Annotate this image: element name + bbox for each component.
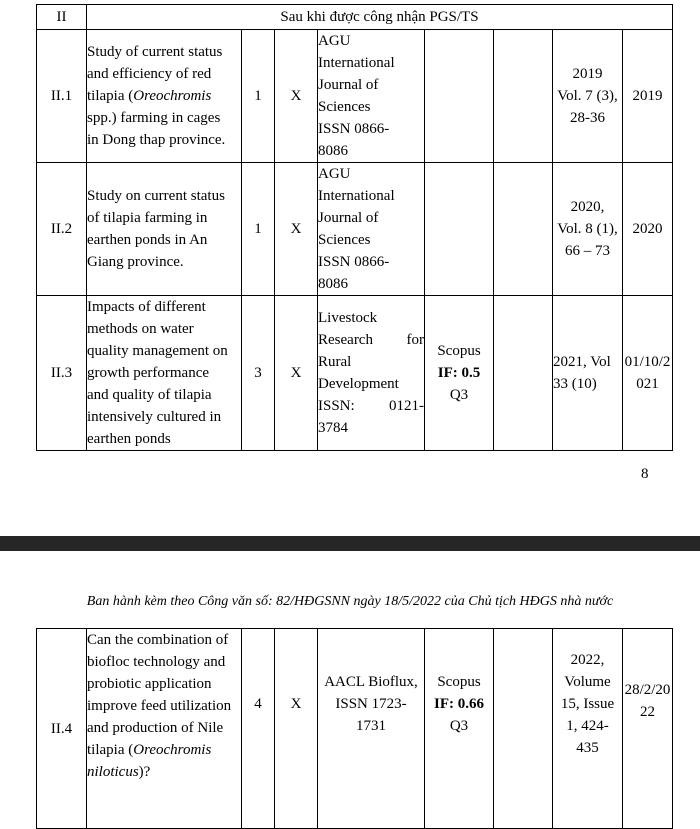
volume-pages: 2020, Vol. 8 (1), 66 – 73	[553, 163, 623, 296]
table-row	[37, 163, 673, 296]
section-title: Sau khi được công nhận PGS/TS	[87, 5, 673, 30]
volume-pages: 2019 Vol. 7 (3), 28-36	[553, 30, 623, 163]
publication-table-page1	[36, 4, 673, 451]
document-header-note: Ban hành kèm theo Công văn số: 82/HĐGSNN ngày 18/5/2022 của Chủ tịch HĐGS nhà nước	[86, 594, 614, 609]
table-row	[37, 629, 673, 829]
journal-name: AGU International Journal of Sciences ISSN 0866- 8086	[318, 30, 425, 163]
page-number: 8	[641, 466, 649, 482]
article-title: Study of current status and efficiency of red tilapia (Oreochromis spp.) farming in cages in Dong thap province.	[87, 30, 242, 163]
index-info	[425, 30, 494, 163]
citations	[494, 629, 553, 829]
main-author-mark: X	[275, 296, 318, 451]
main-author-mark: X	[275, 30, 318, 163]
page-separator	[0, 536, 700, 551]
table-row	[37, 296, 673, 451]
citations	[494, 30, 553, 163]
index-info	[425, 163, 494, 296]
article-title: Impacts of different methods on water quality management on growth performance and quality of tilapia intensively cultured in earthen ponds	[87, 296, 242, 451]
main-author-mark: X	[275, 629, 318, 829]
row-number: II.1	[37, 30, 87, 163]
article-title: Can the combination of biofloc technology and probiotic application improve feed utilization and production of Nile tilapia (Oreochromis niloticus)?	[87, 629, 242, 829]
index-info: Scopus IF: 0.66 Q3	[425, 629, 494, 829]
journal-name: Livestock Research for Rural Development ISSN: 0121- 3784	[318, 296, 425, 451]
citations	[494, 296, 553, 451]
publication-table-page2	[36, 628, 673, 829]
table-row	[37, 30, 673, 163]
section-number: II	[37, 5, 87, 30]
citations	[494, 163, 553, 296]
author-count: 3	[242, 296, 275, 451]
article-title: Study on current status of tilapia farming in earthen ponds in An Giang province.	[87, 163, 242, 296]
publish-date: 28/2/20 22	[623, 629, 673, 829]
row-number: II.2	[37, 163, 87, 296]
main-author-mark: X	[275, 163, 318, 296]
index-info: Scopus IF: 0.5 Q3	[425, 296, 494, 451]
publish-date: 01/10/2 021	[623, 296, 673, 451]
volume-pages: 2021, Vol 33 (10)	[553, 296, 623, 451]
row-number: II.3	[37, 296, 87, 451]
author-count: 1	[242, 163, 275, 296]
publish-year: 2019	[623, 30, 673, 163]
author-count: 4	[242, 629, 275, 829]
journal-name: AACL Bioflux, ISSN 1723- 1731	[318, 629, 425, 829]
volume-pages: 2022, Volume 15, Issue 1, 424- 435	[553, 629, 623, 829]
section-header-row	[37, 5, 673, 30]
author-count: 1	[242, 30, 275, 163]
journal-name: AGU International Journal of Sciences ISSN 0866- 8086	[318, 163, 425, 296]
row-number: II.4	[37, 629, 87, 829]
publish-year: 2020	[623, 163, 673, 296]
